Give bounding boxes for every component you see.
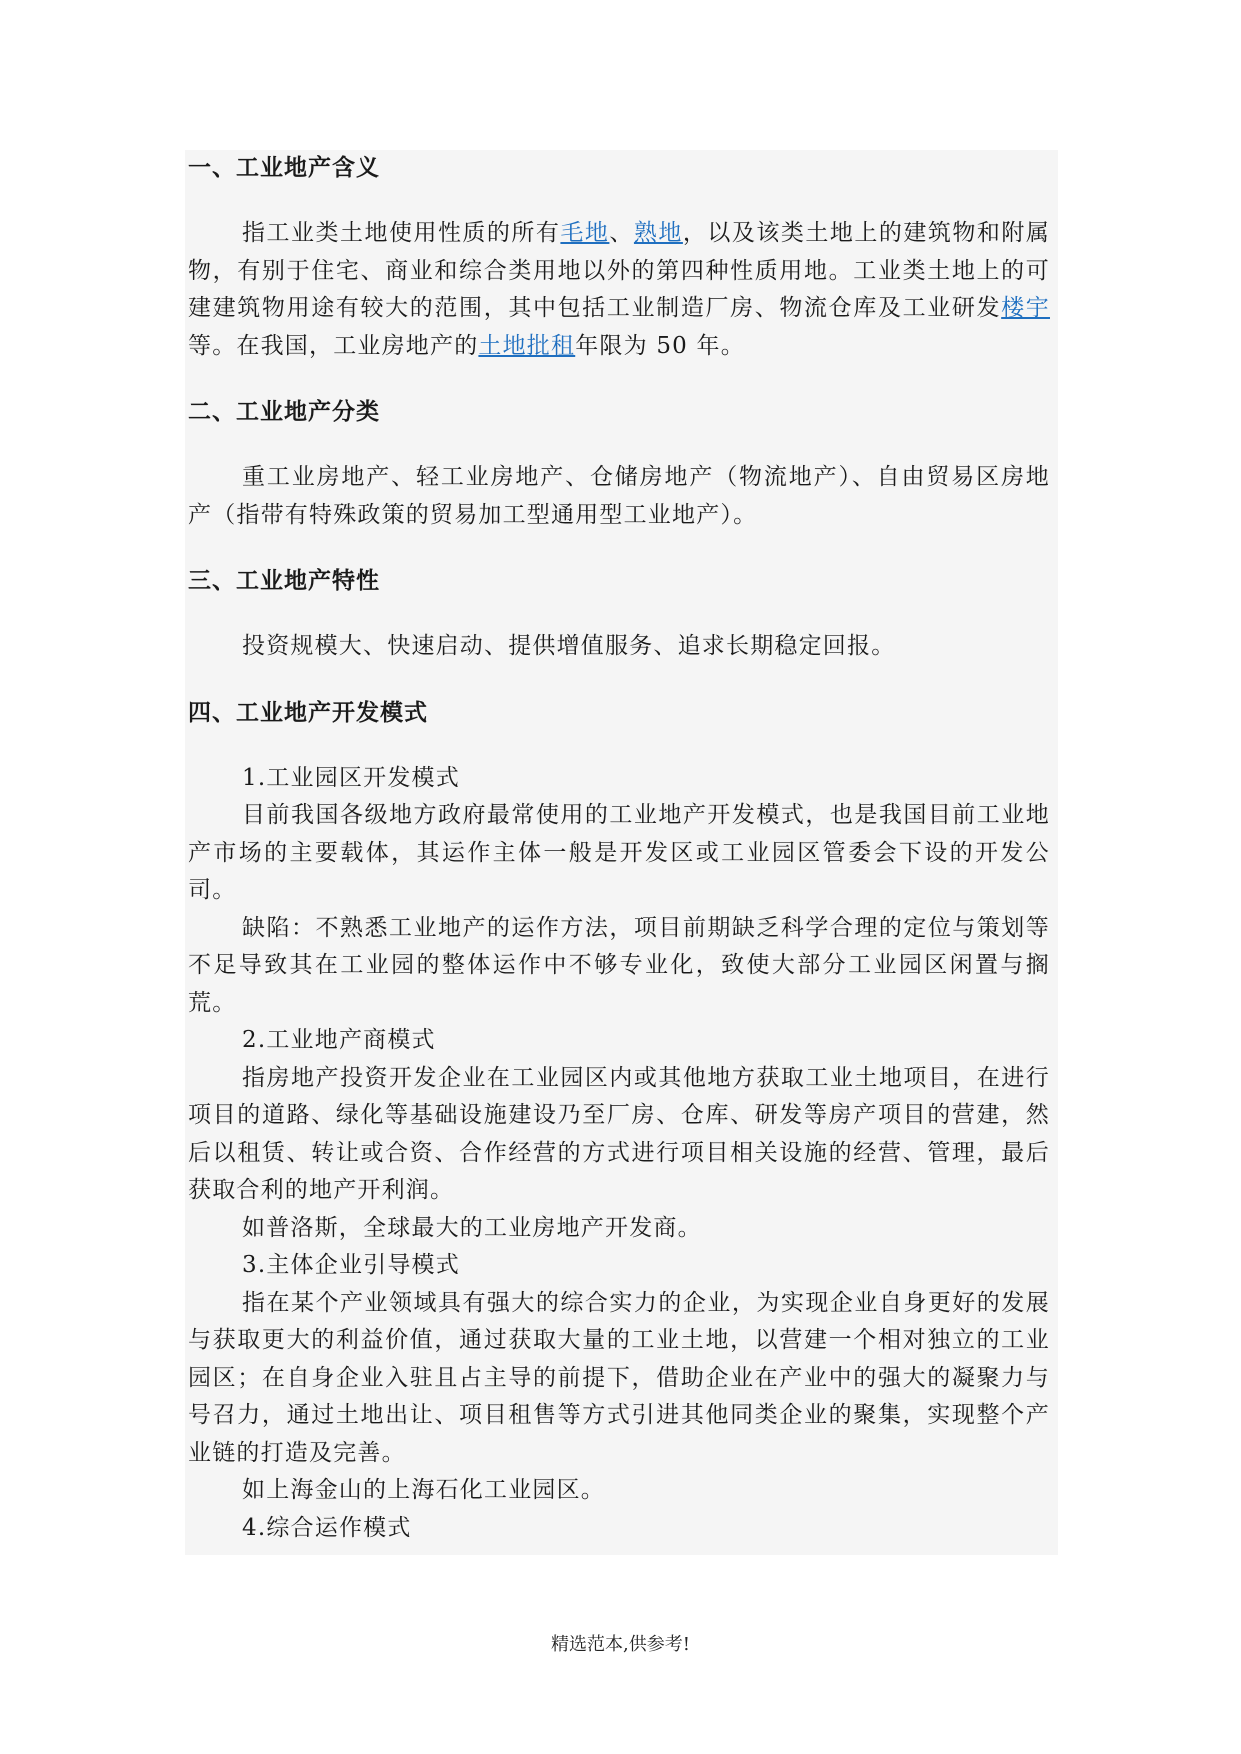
section-2-paragraph: 重工业房地产、轻工业房地产、仓储房地产（物流地产）、自由贸易区房地产（指带有特殊政策的贸易加工型通用型工业地产）。	[188, 464, 1050, 528]
paragraph: 如上海金山的上海石化工业园区。	[242, 1477, 605, 1503]
section-heading-4: 四、工业地产开发模式	[188, 699, 428, 726]
subheading-mode-4: 4.综合运作模式	[242, 1514, 412, 1541]
text-run: 年限为 50 年。	[575, 332, 745, 359]
section-3-paragraph: 投资规模大、快速启动、提供增值服务、追求长期稳定回报。	[242, 633, 896, 659]
paragraph: 如普洛斯，全球最大的工业房地产开发商。	[242, 1214, 702, 1241]
section-1-paragraph	[188, 215, 1050, 365]
section-heading-1: 一、工业地产含义	[188, 155, 380, 181]
page-footer: 精选范本,供参考!	[551, 1634, 690, 1655]
section-heading-3: 三、工业地产特性	[188, 568, 380, 594]
link-maodi[interactable]: 毛地	[560, 220, 610, 246]
subheading-mode-3: 3.主体企业引导模式	[242, 1252, 460, 1278]
text-run: 等。在我国，工业房地产的	[188, 332, 479, 359]
subheading-mode-1: 1.工业园区开发模式	[242, 764, 460, 791]
link-louyu[interactable]: 楼宇	[1001, 295, 1050, 321]
link-shudi[interactable]: 熟地	[633, 220, 683, 246]
paragraph: 目前我国各级地方政府最常使用的工业地产开发模式，也是我国目前工业地产市场的主要载体，其运作主体一般是开发区或工业园区管委会下设的开发公司。	[188, 802, 1050, 903]
text-run: 、	[609, 220, 634, 246]
section-heading-2: 二、工业地产分类	[188, 399, 380, 425]
text-run: ，以及该类土地上的建筑物和附属物，有别于住宅、商业和综合类用地以外的第四种性质用地。工业类土地上的可建建筑物用途有较大的范围，其中包括工业制造厂房、物流仓库及工业研发	[188, 220, 1051, 321]
paragraph: 指在某个产业领域具有强大的综合实力的企业，为实现企业自身更好的发展与获取更大的利益价值，通过获取大量的工业土地，以营建一个相对独立的工业园区；在自身企业入驻且占主导的前提下，借助企业在产业中的强大的凝聚力与号召力，通过土地出让、项目租售等方式引进其他同类企业的聚集，实现整个产业链的打造及完善。	[188, 1289, 1050, 1466]
text-run: 指工业类土地使用性质的所有	[242, 220, 561, 246]
document-body	[188, 150, 1050, 1547]
subheading-mode-2: 2.工业地产商模式	[242, 1027, 436, 1053]
paragraph: 缺陷：不熟悉工业地产的运作方法，项目前期缺乏科学合理的定位与策划等不足导致其在工业园的整体运作中不够专业化，致使大部分工业园区闲置与搁荒。	[188, 914, 1050, 1016]
link-tudi-pizu[interactable]: 土地批租	[478, 332, 576, 359]
paragraph: 指房地产投资开发企业在工业园区内或其他地方获取工业土地项目，在进行项目的道路、绿化等基础设施建设乃至厂房、仓库、研发等房产项目的营建，然后以租赁、转让或合资、合作经营的方式进行项目相关设施的经营、管理，最后获取合利的地产开利润。	[188, 1064, 1050, 1203]
